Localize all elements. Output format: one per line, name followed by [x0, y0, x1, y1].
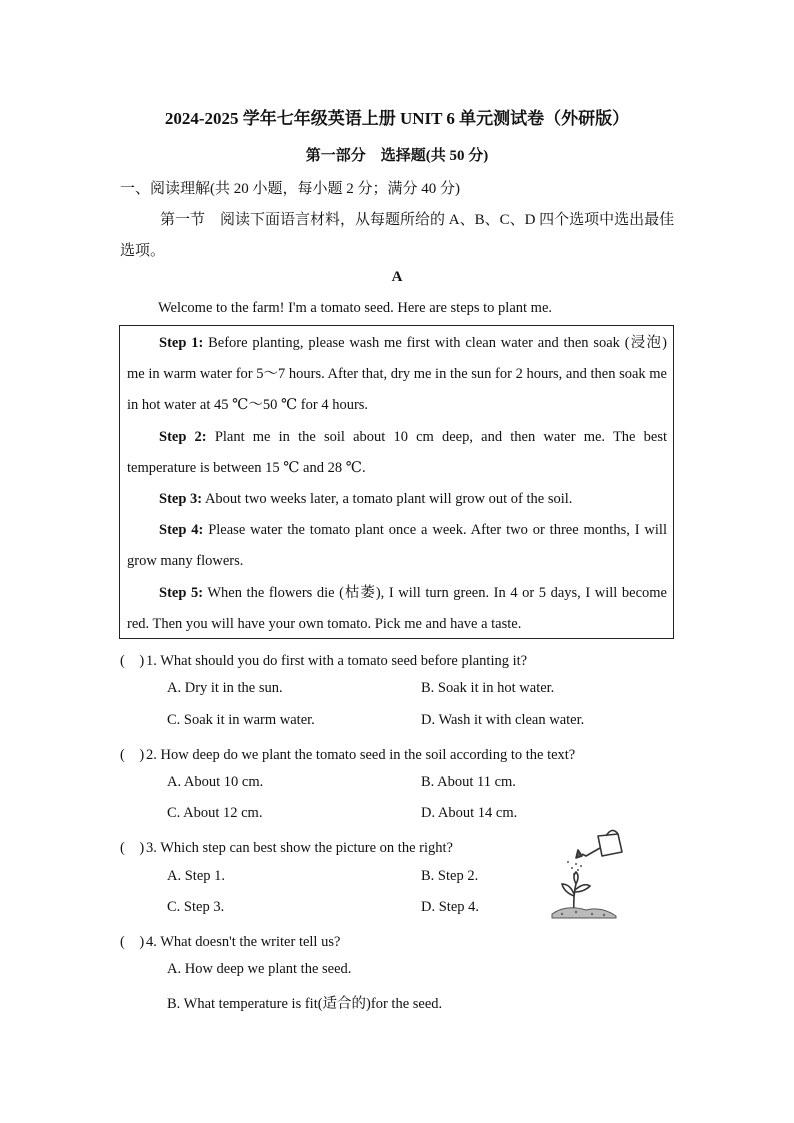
option-2d: D. About 14 cm.	[421, 805, 518, 821]
question-stem: 1. What should you do first with a tomato seed before planting it?	[146, 653, 528, 669]
passage-intro: Welcome to the farm! I'm a tomato seed. Here are steps to plant me.	[158, 300, 553, 316]
step-5	[127, 578, 667, 640]
option-4a: A. How deep we plant the seed.	[167, 961, 352, 977]
question-1	[120, 649, 527, 670]
option-3c: C. Step 3.	[167, 899, 225, 915]
option-3b: B. Step 2.	[421, 868, 479, 884]
step-text: Please water the tomato plant once a week. After two or three months, I will grow many flowers.	[127, 522, 667, 570]
step-label: Step 1:	[159, 335, 204, 351]
question-stem: 4. What doesn't the writer tell us?	[146, 934, 341, 950]
step-label: Step 3:	[159, 491, 203, 507]
passage-letter: A	[391, 269, 403, 285]
step-text: Before planting, please wash me first with clean water and then soak (浸泡) me in warm water for 5～7 hours. After that, dry me in the sun for 2 hours, and then soak me in hot water at 45 ℃～50 ℃ for 4 hours.	[127, 335, 667, 414]
answer-blank[interactable]: ( )	[120, 934, 145, 950]
option-3a: A. Step 1.	[167, 868, 225, 884]
option-1a: A. Dry it in the sun.	[167, 680, 283, 696]
section-heading: 一、阅读理解(共 20 小题，每小题 2 分；满分 40 分)	[120, 181, 460, 197]
step-label: Step 5:	[159, 585, 204, 601]
answer-blank[interactable]: ( )	[120, 653, 145, 669]
option-4b: B. What temperature is fit(适合的)for the seed.	[167, 996, 443, 1012]
step-text: About two weeks later, a tomato plant will grow out of the soil.	[204, 491, 573, 507]
step-2	[127, 422, 667, 484]
question-2	[120, 743, 575, 764]
option-2a: A. About 10 cm.	[167, 774, 264, 790]
option-3d: D. Step 4.	[421, 899, 479, 915]
option-2b: B. About 11 cm.	[421, 774, 516, 790]
option-1c: C. Soak it in warm water.	[167, 712, 315, 728]
page-title: 2024-2025 学年七年级英语上册 UNIT 6 单元测试卷（外研版）	[164, 109, 630, 128]
watering-can-plant-icon	[546, 826, 626, 922]
step-text: Plant me in the soil about 10 cm deep, and then water me. The best temperature is between 15 ℃ and 28 ℃.	[127, 429, 668, 477]
option-1b: B. Soak it in hot water.	[421, 680, 555, 696]
step-label: Step 2:	[159, 429, 207, 445]
step-3	[127, 484, 667, 515]
question-3	[120, 836, 453, 857]
question-stem: 2. How deep do we plant the tomato seed in the soil according to the text?	[146, 747, 576, 763]
question-stem: 3. Which step can best show the picture on the right?	[146, 840, 453, 856]
section-instruction: 第一节 阅读下面语言材料，从每题所给的 A、B、C、D 四个选项中选出最佳选项。	[120, 212, 675, 259]
part-heading: 第一部分 选择题(共 50 分)	[305, 148, 489, 164]
option-2c: C. About 12 cm.	[167, 805, 263, 821]
option-1d: D. Wash it with clean water.	[421, 712, 585, 728]
step-label: Step 4:	[159, 522, 204, 538]
step-1	[127, 328, 667, 422]
answer-blank[interactable]: ( )	[120, 840, 145, 856]
step-4	[127, 515, 667, 577]
answer-blank[interactable]: ( )	[120, 747, 145, 763]
step-text: When the flowers die (枯萎), I will turn green. In 4 or 5 days, I will become red. Then you will have your own tomato. Pick me and have a taste.	[127, 585, 667, 633]
question-4	[120, 930, 340, 951]
